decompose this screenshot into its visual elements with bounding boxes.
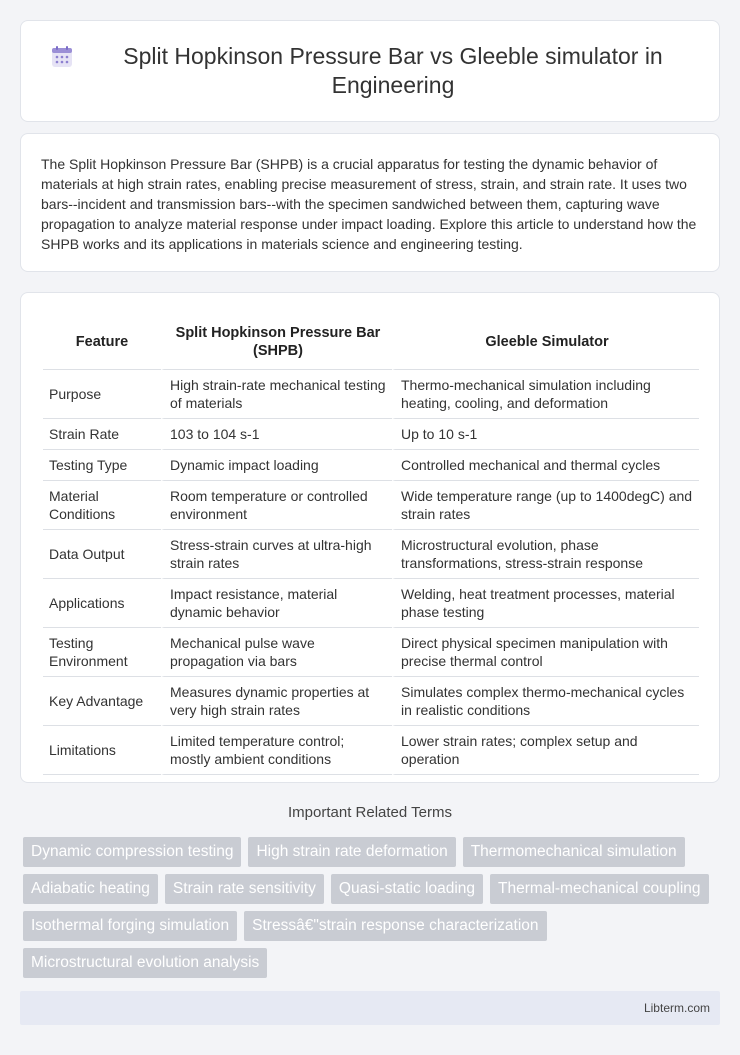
comparison-table-card	[20, 292, 720, 783]
feature-cell: Limitations	[43, 726, 161, 775]
gleeble-cell: Controlled mechanical and thermal cycles	[392, 450, 699, 481]
gleeble-cell: Wide temperature range (up to 1400degC) and strain rates	[392, 481, 699, 530]
table-row	[43, 450, 699, 481]
shpb-cell: Dynamic impact loading	[161, 450, 392, 481]
gleeble-cell: Thermo-mechanical simulation including heating, cooling, and deformation	[392, 370, 699, 419]
feature-cell: Data Output	[43, 530, 161, 579]
gleeble-cell: Up to 10 s-1	[392, 419, 699, 450]
feature-cell: Strain Rate	[43, 419, 161, 450]
related-term-tag[interactable]: Stressâ€"strain response characterization	[244, 911, 546, 941]
header-feature: Feature	[43, 307, 161, 370]
shpb-cell: Measures dynamic properties at very high strain rates	[161, 677, 392, 726]
gleeble-cell: Direct physical specimen manipulation with precise thermal control	[392, 628, 699, 677]
table-row	[43, 726, 699, 775]
shpb-cell: 103 to 104 s-1	[161, 419, 392, 450]
feature-cell: Material Conditions	[43, 481, 161, 530]
table-row	[43, 530, 699, 579]
related-term-tag[interactable]: Dynamic compression testing	[23, 837, 241, 867]
related-terms-title: Important Related Terms	[288, 804, 452, 821]
table-row	[43, 677, 699, 726]
gleeble-cell: Simulates complex thermo-mechanical cycles in realistic conditions	[392, 677, 699, 726]
feature-cell: Purpose	[43, 370, 161, 419]
related-terms-list	[23, 837, 723, 985]
shpb-cell: Impact resistance, material dynamic behavior	[161, 579, 392, 628]
table-header-row	[43, 307, 699, 370]
feature-cell: Testing Type	[43, 450, 161, 481]
feature-cell: Key Advantage	[43, 677, 161, 726]
title-card	[20, 20, 720, 122]
header-gleeble: Gleeble Simulator	[392, 307, 699, 370]
table-row	[43, 481, 699, 530]
related-term-tag[interactable]: Thermal-mechanical coupling	[490, 874, 708, 904]
header-shpb: Split Hopkinson Pressure Bar (SHPB)	[161, 307, 392, 370]
related-term-tag[interactable]: High strain rate deformation	[248, 837, 455, 867]
intro-card	[20, 133, 720, 272]
gleeble-cell: Lower strain rates; complex setup and operation	[392, 726, 699, 775]
intro-paragraph: The Split Hopkinson Pressure Bar (SHPB) is a crucial apparatus for testing the dynamic behavior of materials at high strain rates, enabling precise measurement of stress, strain, and strain rate. It uses two bars--incident and transmission bars--with the specimen sandwiched between them, capturing wave propagation to analyze material response under impact loading. Explore this article to understand how the SHPB works and its applications in materials science and engineering testing.	[41, 156, 697, 252]
page-title: Split Hopkinson Pressure Bar vs Gleeble simulator in Engineering	[123, 43, 663, 98]
gleeble-cell: Welding, heat treatment processes, material phase testing	[392, 579, 699, 628]
related-term-tag[interactable]: Strain rate sensitivity	[165, 874, 324, 904]
shpb-cell: Limited temperature control; mostly ambient conditions	[161, 726, 392, 775]
table-row	[43, 370, 699, 419]
shpb-cell: Stress-strain curves at ultra-high strain rates	[161, 530, 392, 579]
table-row	[43, 579, 699, 628]
footer-site-link[interactable]: Libterm.com	[643, 1001, 710, 1015]
calendar-grid-icon	[51, 46, 73, 68]
table-row	[43, 419, 699, 450]
footer	[20, 991, 720, 1025]
related-term-tag[interactable]: Microstructural evolution analysis	[23, 948, 267, 978]
feature-cell: Applications	[43, 579, 161, 628]
comparison-table	[43, 307, 699, 775]
shpb-cell: Room temperature or controlled environment	[161, 481, 392, 530]
shpb-cell: Mechanical pulse wave propagation via bars	[161, 628, 392, 677]
related-term-tag[interactable]: Adiabatic heating	[23, 874, 158, 904]
shpb-cell: High strain-rate mechanical testing of materials	[161, 370, 392, 419]
related-term-tag[interactable]: Thermomechanical simulation	[463, 837, 685, 867]
gleeble-cell: Microstructural evolution, phase transformations, stress-strain response	[392, 530, 699, 579]
table-row	[43, 628, 699, 677]
related-term-tag[interactable]: Isothermal forging simulation	[23, 911, 237, 941]
feature-cell: Testing Environment	[43, 628, 161, 677]
related-term-tag[interactable]: Quasi-static loading	[331, 874, 483, 904]
